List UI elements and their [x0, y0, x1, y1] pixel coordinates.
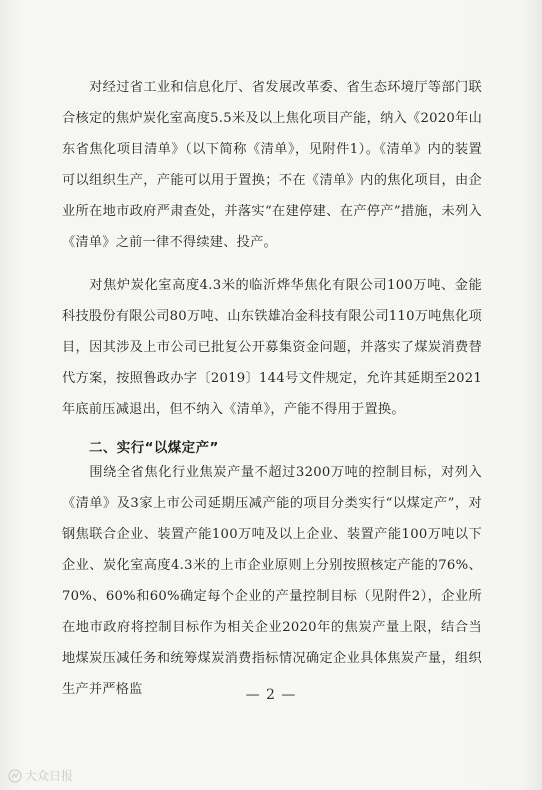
watermark-text: 大众日报	[25, 769, 74, 783]
watermark	[8, 767, 73, 784]
section-heading: 二、实行“以煤定产”	[89, 440, 219, 456]
paragraph-text: 对经过省工业和信息化厅、省发展改革委、省生态环境厅等部门联合核定的焦炉炭化室高度5.5米及以上焦化项目产能，纳入《2020年山东省焦化项目清单》（以下简称《清单》，见附件1）。《清单》内的装置可以组织生产，产能可以用于置换；不在《清单》内的焦化项目，由企业所在地市政府严肃查处，并落实“在建停建、在产停产”措施，未列入《清单》之前一律不得续建、投产。	[62, 80, 482, 250]
paragraph-text: 围绕全省焦化行业焦炭产量不超过3200万吨的控制目标，对列入《清单》及3家上市公司延期压减产能的项目分类实行“以煤定产”，对钢焦联合企业、装置产能100万吨及以上企业、装置产能100万吨以下企业、炭化室高度4.3米的上市企业原则上分别按照核定产能的76%、70%、60%和60%确定每个企业的产量控制目标（见附件2），企业所在地市政府将控制目标作为相关企业2020年的焦炭产量上限，结合当地煤炭压减任务和统筹煤炭消费指标情况确定企业具体焦炭产量，组织生产并严格监	[62, 465, 482, 697]
page-number: — 2 —	[245, 687, 297, 703]
paragraph-text: 对焦炉炭化室高度4.3米的临沂烨华焦化有限公司100万吨、金能科技股份有限公司80万吨、山东铁雄冶金科技有限公司110万吨焦化项目，因其涉及上市公司已批复公开募集资金问题，并落实了煤炭消费替代方案，按照鲁政办字〔2019〕144号文件规定，允许其延期至2021年底前压减退出，但不纳入《清单》，产能不得用于置换。	[62, 278, 482, 417]
body-paragraph	[62, 457, 482, 705]
body-paragraph	[62, 72, 482, 258]
newspaper-logo-icon	[8, 769, 22, 783]
body-paragraph	[62, 270, 482, 425]
